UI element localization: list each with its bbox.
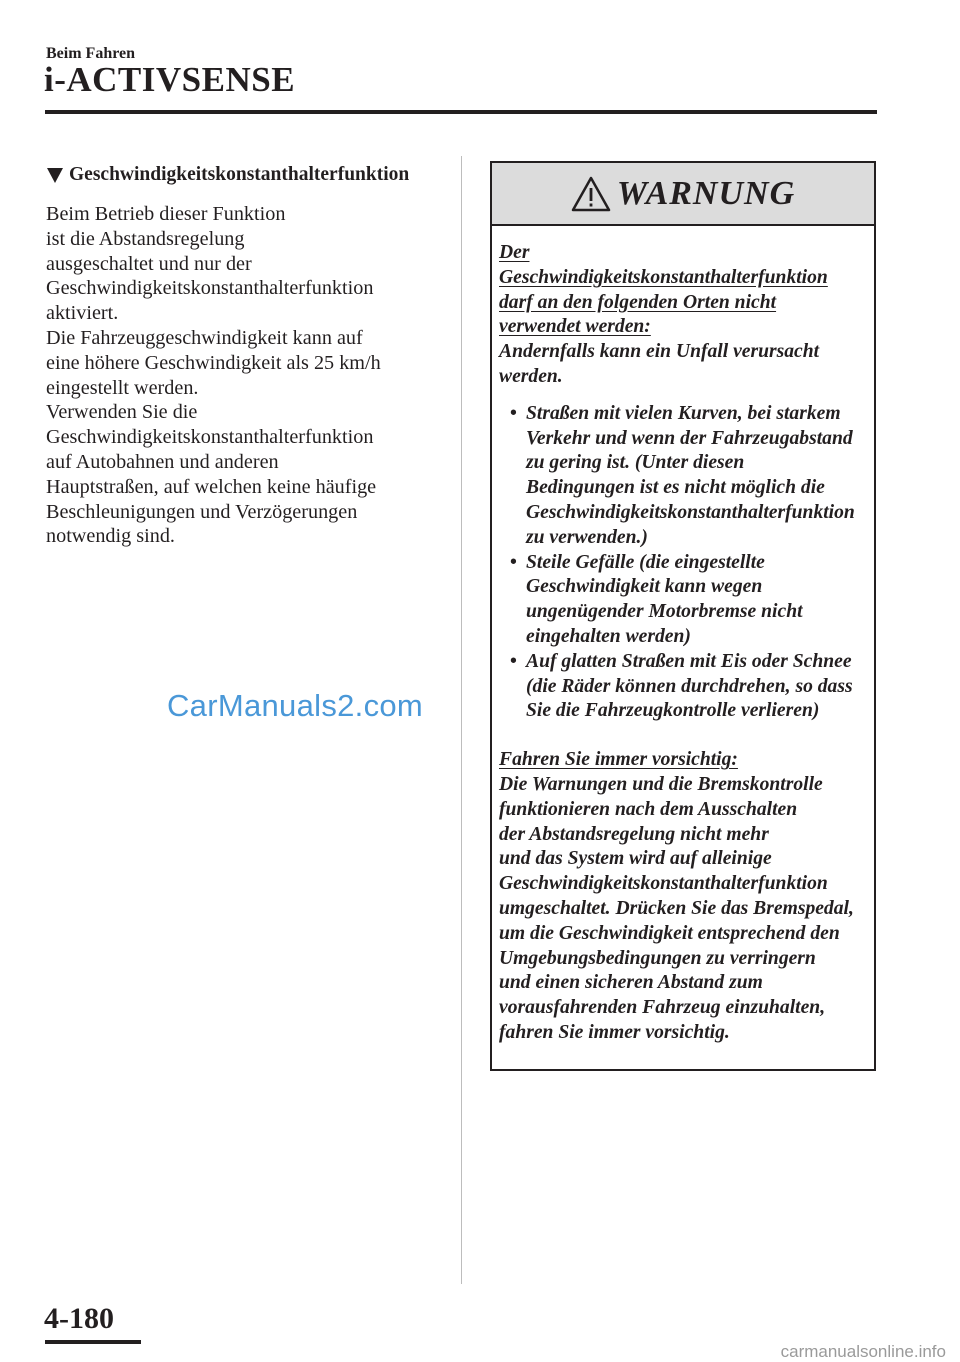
section-heading: [47, 164, 409, 186]
warning-triangle-icon: [571, 176, 611, 212]
bullet-line: Geschwindigkeitskonstanthalterfunktion: [526, 501, 855, 523]
warning-intro-line: Der: [499, 242, 530, 263]
body-line: notwendig sind.: [46, 525, 175, 548]
caution-line: und das System wird auf alleinige: [499, 848, 772, 870]
bullet-line: Verkehr und wenn der Fahrzeugabstand: [526, 427, 853, 449]
bullet-icon: •: [510, 551, 517, 573]
list-item: [499, 551, 871, 650]
caution-line: fahren Sie immer vorsichtig.: [499, 1021, 730, 1043]
body-line: ist die Abstandsregelung: [46, 227, 245, 250]
caution-line: Umgebungsbedingungen zu verringern: [499, 947, 816, 969]
list-item: [499, 402, 871, 551]
body-line: ausgeschaltet und nur der: [46, 252, 252, 275]
footer-watermark: carmanualsonline.info: [780, 1342, 946, 1361]
warning-intro-line: Geschwindigkeitskonstanthalterfunktion: [499, 266, 828, 288]
site-watermark: CarManuals2.com: [167, 688, 424, 723]
bullet-icon: •: [510, 402, 517, 424]
caution-line: und einen sicheren Abstand zum: [499, 972, 763, 994]
warning-intro-line: verwendet werden:: [499, 316, 651, 338]
caution-line: Die Warnungen und die Bremskontrolle: [499, 773, 823, 795]
section-label: Beim Fahren: [46, 45, 136, 62]
body-paragraph: [46, 202, 451, 549]
section-heading-text: Geschwindigkeitskonstanthalterfunktion: [69, 164, 410, 185]
bullet-line: Bedingungen ist es nicht möglich die: [526, 477, 825, 499]
bullet-line: Straßen mit vielen Kurven, bei starkem: [526, 402, 841, 424]
bullet-line: zu verwenden.): [526, 526, 648, 548]
body-line: aktiviert.: [46, 302, 119, 325]
body-line: Hauptstraßen, auf welchen keine häufige: [46, 475, 377, 498]
triangle-down-icon: [47, 168, 63, 183]
caution-line: der Abstandsregelung nicht mehr: [499, 823, 769, 845]
caution-heading: Fahren Sie immer vorsichtig:: [499, 749, 738, 771]
body-line: eine höhere Geschwindigkeit als 25 km/h: [46, 351, 381, 374]
body-line: eingestellt werden.: [46, 376, 199, 399]
bullet-icon: •: [510, 650, 517, 672]
bullet-line: Geschwindigkeit kann wegen: [526, 576, 763, 598]
body-line: Geschwindigkeitskonstanthalterfunktion: [46, 426, 374, 449]
bullet-line: eingehalten werden): [526, 625, 691, 647]
body-line: Die Fahrzeuggeschwindigkeit kann auf: [46, 326, 363, 349]
list-item: [499, 650, 871, 724]
body-line: Beim Betrieb dieser Funktion: [46, 203, 286, 225]
body-line: auf Autobahnen und anderen: [46, 450, 279, 473]
bullet-line: zu gering ist. (Unter diesen: [526, 452, 745, 474]
warning-bullet-list: [499, 402, 871, 724]
warning-intro-line: werden.: [499, 365, 563, 387]
caution-line: um die Geschwindigkeit entsprechend den: [499, 922, 840, 944]
caution-line: funktionieren nach dem Ausschalten: [499, 798, 798, 820]
warning-intro-line: darf an den folgenden Orten nicht: [499, 291, 777, 313]
bullet-line: Auf glatten Straßen mit Eis oder Schnee: [526, 650, 852, 672]
caution-line: Geschwindigkeitskonstanthalterfunktion: [499, 873, 828, 895]
bullet-line: Sie die Fahrzeugkontrolle verlieren): [526, 700, 820, 722]
warning-box: [490, 161, 876, 1071]
warning-intro-line: Andernfalls kann ein Unfall verursacht: [499, 341, 820, 363]
caution-line: umgeschaltet. Drücken Sie das Bremspedal,: [499, 897, 854, 919]
body-line: Verwenden Sie die: [46, 401, 198, 424]
warning-header: [492, 163, 874, 226]
body-line: Beschleunigungen und Verzögerungen: [46, 500, 358, 523]
bullet-line: Steile Gefälle (die eingestellte: [526, 551, 765, 573]
bullet-line: ungenügender Motorbremse nicht: [526, 601, 803, 623]
warning-title: WARNUNG: [616, 174, 796, 212]
footer-rule: [45, 1340, 141, 1344]
warning-body: [499, 241, 871, 1046]
column-divider: [461, 156, 462, 1284]
chapter-title: i-ACTIVSENSE: [44, 60, 296, 99]
header-rule: [45, 110, 877, 114]
caution-line: vorausfahrenden Fahrzeug einzuhalten,: [499, 997, 826, 1019]
body-line: Geschwindigkeitskonstanthalterfunktion: [46, 277, 374, 300]
page-number: 4-180: [44, 1302, 114, 1335]
bullet-line: (die Räder können durchdrehen, so dass: [526, 675, 853, 697]
